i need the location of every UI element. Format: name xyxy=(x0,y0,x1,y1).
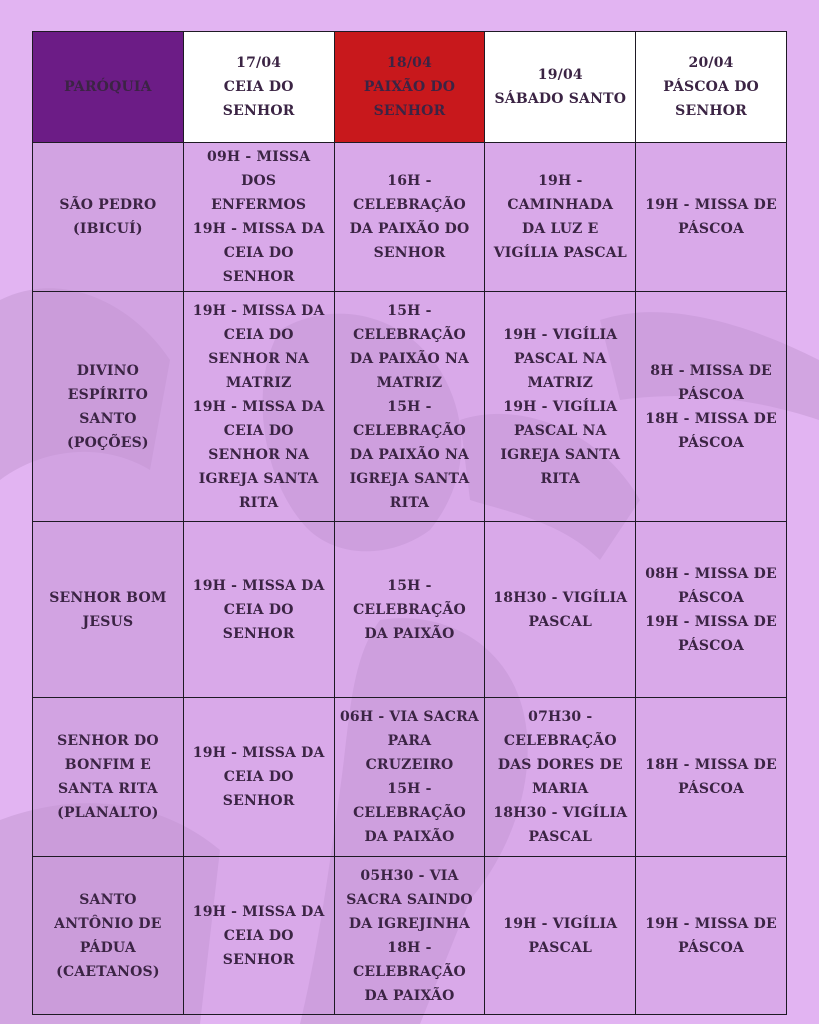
cell-line: (CAETANOS) xyxy=(56,963,160,980)
cell-line: CRUZEIRO xyxy=(365,757,454,773)
cell-line: PASCAL xyxy=(528,613,593,630)
cell-line: 05H30 - VIA xyxy=(360,867,459,884)
schedule-table xyxy=(32,31,787,1015)
day-name-line: SENHOR xyxy=(222,103,295,119)
cell-line: CELEBRAÇÃO xyxy=(353,197,466,213)
cell-line: CELEBRAÇÃO xyxy=(353,963,466,980)
parish-name-cell xyxy=(33,292,184,522)
cell-line: DA LUZ E xyxy=(522,221,599,237)
cell-line: PASCAL xyxy=(528,939,593,956)
schedule-cell xyxy=(636,857,787,1015)
cell-line: 19H - MISSA DA xyxy=(192,221,325,237)
cell-line: CAMINHADA xyxy=(507,197,614,213)
schedule-cell xyxy=(636,522,787,698)
day-name-line: SÁBADO SANTO xyxy=(494,91,627,107)
cell-line: SENHOR xyxy=(373,245,446,261)
cell-line: MATRIZ xyxy=(376,374,443,391)
schedule-cell xyxy=(183,857,334,1015)
cell-line: DA IGREJINHA xyxy=(348,915,471,932)
cell-line: 19H - VIGÍLIA xyxy=(503,326,618,343)
cell-line: 19H - MISSA DA xyxy=(192,302,325,319)
schedule-cell xyxy=(636,143,787,292)
cell-line: CELEBRAÇÃO xyxy=(353,422,466,439)
schedule-cell xyxy=(183,698,334,857)
table-row xyxy=(33,522,787,698)
schedule-cell xyxy=(636,698,787,857)
schedule-cell xyxy=(485,698,636,857)
parish-name-cell xyxy=(33,698,184,857)
cell-line: SENHOR xyxy=(222,625,295,642)
day-name-line: SENHOR xyxy=(373,103,446,119)
cell-line: SACRA SAINDO xyxy=(346,891,473,908)
cell-line: PÁSCOA xyxy=(678,434,745,451)
cell-line: 18H30 - VIGÍLIA xyxy=(493,805,628,821)
cell-line: SANTA RITA xyxy=(57,781,158,797)
cell-line: ANTÔNIO DE xyxy=(54,915,162,932)
day-date: 18/04 xyxy=(386,55,433,71)
day-header-17-04 xyxy=(183,32,334,143)
schedule-cell xyxy=(334,522,485,698)
cell-line: CELEBRAÇÃO xyxy=(353,805,466,821)
cell-line: ENFERMOS xyxy=(211,197,307,213)
cell-line: 06H - VIA SACRA xyxy=(339,709,479,725)
cell-line: IGREJA SANTA xyxy=(198,470,319,487)
schedule-cell xyxy=(485,292,636,522)
cell-line: 18H30 - VIGÍLIA xyxy=(493,589,628,606)
cell-line: 08H - MISSA DE xyxy=(645,565,777,582)
cell-line: CEIA DO xyxy=(223,326,294,343)
cell-line: 09H - MISSA DOS xyxy=(207,149,311,189)
cell-line: 15H - xyxy=(387,781,432,797)
schedule-cell xyxy=(334,857,485,1015)
cell-line: CEIA DO xyxy=(223,422,294,439)
cell-line: PÁDUA xyxy=(79,939,136,956)
cell-line: ESPÍRITO xyxy=(67,386,149,403)
cell-line: DIVINO xyxy=(76,362,140,379)
day-date: 17/04 xyxy=(236,55,282,71)
cell-line: JESUS xyxy=(82,613,134,630)
cell-line: SENHOR BOM xyxy=(49,589,167,606)
day-name-line: SENHOR xyxy=(675,103,748,119)
cell-line: DA PAIXÃO xyxy=(364,625,455,642)
cell-line: PÁSCOA xyxy=(678,939,745,956)
cell-line: IGREJA SANTA xyxy=(349,470,470,487)
cell-line: DA PAIXÃO NA xyxy=(349,446,470,463)
day-name-line: PÁSCOA DO xyxy=(663,79,759,95)
cell-line: PÁSCOA xyxy=(678,637,745,654)
cell-line: 19H - MISSA DA xyxy=(192,903,325,920)
table-row xyxy=(33,698,787,857)
day-date: 20/04 xyxy=(688,55,734,71)
cell-line: SANTO xyxy=(79,891,137,908)
cell-line: PASCAL NA xyxy=(513,350,607,367)
table-row xyxy=(33,292,787,522)
cell-line: 18H - xyxy=(387,939,432,956)
schedule-cell xyxy=(183,143,334,292)
day-header-18-04 xyxy=(334,32,485,143)
day-date: 19/04 xyxy=(537,67,583,83)
schedule-cell xyxy=(485,522,636,698)
table-row xyxy=(33,857,787,1015)
cell-line: SENHOR xyxy=(222,951,295,968)
schedule-cell xyxy=(334,292,485,522)
parish-name-cell xyxy=(33,143,184,292)
cell-line: (PLANALTO) xyxy=(57,805,159,821)
cell-line: PÁSCOA xyxy=(678,589,745,606)
cell-line: SÃO PEDRO xyxy=(59,197,157,213)
cell-line: 15H - xyxy=(387,302,432,319)
schedule-cell xyxy=(334,698,485,857)
cell-line: DA PAIXÃO DO xyxy=(349,221,470,237)
cell-line: SENHOR NA xyxy=(208,350,310,367)
cell-line: (POÇÕES) xyxy=(67,434,149,451)
cell-line: 18H - MISSA DE xyxy=(645,757,777,773)
parish-column-header: PARÓQUIA xyxy=(33,32,184,143)
schedule-cell xyxy=(334,143,485,292)
cell-line: MATRIZ xyxy=(527,374,594,391)
cell-line: CELEBRAÇÃO xyxy=(503,733,617,749)
cell-line: PASCAL xyxy=(528,829,593,845)
cell-line: RITA xyxy=(238,494,279,511)
cell-line: MARIA xyxy=(532,781,589,797)
cell-line: SENHOR DO xyxy=(57,733,159,749)
cell-line: 19H - MISSA DE xyxy=(645,915,777,932)
cell-line: DA PAIXÃO NA xyxy=(349,350,470,367)
cell-line: 19H - VIGÍLIA xyxy=(503,915,618,932)
cell-line: RITA xyxy=(540,470,581,487)
cell-line: PÁSCOA xyxy=(678,221,745,237)
cell-line: 07H30 - xyxy=(528,709,593,725)
cell-line: PARA xyxy=(387,733,432,749)
cell-line: VIGÍLIA PASCAL xyxy=(493,245,627,261)
cell-line: 19H - MISSA DE xyxy=(645,613,777,630)
cell-line: CELEBRAÇÃO xyxy=(353,326,466,343)
cell-line: 15H - xyxy=(387,577,432,594)
cell-line: 19H - VIGÍLIA xyxy=(503,398,618,415)
cell-line: 19H - xyxy=(538,173,583,189)
day-name-line: CEIA DO xyxy=(223,79,294,95)
cell-line: MATRIZ xyxy=(225,374,292,391)
day-header-20-04 xyxy=(636,32,787,143)
schedule-cell xyxy=(183,292,334,522)
cell-line: PÁSCOA xyxy=(678,386,745,403)
cell-line: CELEBRAÇÃO xyxy=(353,601,466,618)
cell-line: SANTO xyxy=(79,410,137,427)
day-header-19-04 xyxy=(485,32,636,143)
cell-line: PÁSCOA xyxy=(678,781,745,797)
schedule-cell xyxy=(485,143,636,292)
cell-line: DAS DORES DE xyxy=(497,757,623,773)
header-row xyxy=(33,32,787,143)
cell-line: DA PAIXÃO xyxy=(364,829,455,845)
table-row xyxy=(33,143,787,292)
cell-line: 15H - xyxy=(387,398,432,415)
cell-line: 16H - xyxy=(387,173,432,189)
cell-line: 8H - MISSA DE xyxy=(650,362,772,379)
cell-line: 19H - MISSA DA xyxy=(192,745,325,761)
cell-line: SENHOR xyxy=(222,793,295,809)
day-name-line: PAIXÃO DO xyxy=(363,79,456,95)
cell-line: PASCAL NA xyxy=(513,422,607,439)
cell-line: SENHOR xyxy=(222,269,295,285)
cell-line: CEIA DO xyxy=(223,927,294,944)
schedule-cell xyxy=(183,522,334,698)
schedule-cell xyxy=(636,292,787,522)
cell-line: CEIA DO xyxy=(223,601,294,618)
cell-line: RITA xyxy=(389,494,430,511)
cell-line: IGREJA SANTA xyxy=(500,446,621,463)
cell-line: DA PAIXÃO xyxy=(364,987,455,1004)
parish-name-cell xyxy=(33,857,184,1015)
cell-line: CEIA DO xyxy=(223,769,294,785)
cell-line: 19H - MISSA DE xyxy=(645,197,777,213)
cell-line: CEIA DO xyxy=(223,245,294,261)
schedule-cell xyxy=(485,857,636,1015)
cell-line: 19H - MISSA DA xyxy=(192,398,325,415)
cell-line: BONFIM E xyxy=(64,757,151,773)
cell-line: (IBICUÍ) xyxy=(73,221,143,237)
cell-line: 19H - MISSA DA xyxy=(192,577,325,594)
parish-name-cell xyxy=(33,522,184,698)
cell-line: SENHOR NA xyxy=(208,446,310,463)
cell-line: 18H - MISSA DE xyxy=(645,410,777,427)
